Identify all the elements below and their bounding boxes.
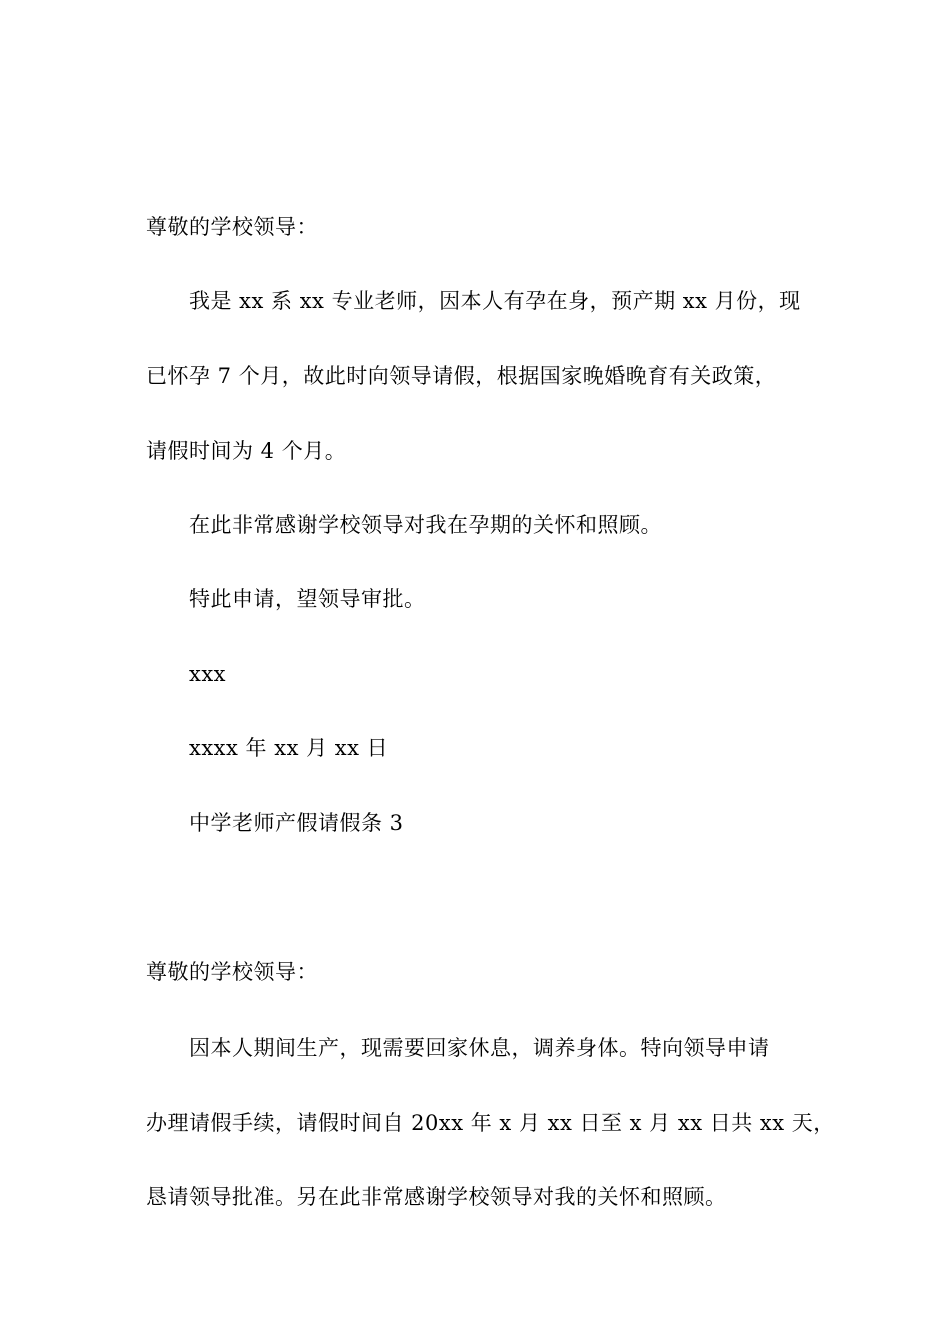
date-line: xxxx 年 xx 月 xx 日 [189,736,389,760]
salutation: 尊敬的学校领导： [146,215,318,239]
request-paragraph: 特此申请，望领导审批。 [189,587,426,611]
paragraph-line: 我是 xx 系 xx 专业老师，因本人有孕在身，预产期 xx 月份，现 [189,289,801,313]
paragraph-line: 办理请假手续，请假时间自 20xx 年 x 月 xx 日至 x 月 xx 日共 xx 天， [146,1111,835,1135]
paragraph-line: 因本人期间生产，现需要回家休息，调养身体。特向领导申请 [189,1036,770,1060]
thanks-paragraph: 在此非常感谢学校领导对我在孕期的关怀和照顾。 [189,513,662,537]
paragraph-line: 请假时间为 4 个月。 [146,439,347,463]
paragraph-line: 恳请领导批准。另在此非常感谢学校领导对我的关怀和照顾。 [146,1185,727,1209]
salutation: 尊敬的学校领导： [146,960,318,984]
paragraph-line: 已怀孕 7 个月，故此时向领导请假，根据国家晚婚晚育有关政策， [146,364,777,388]
signature: xxx [189,662,227,686]
section-title: 中学老师产假请假条 3 [189,811,404,835]
